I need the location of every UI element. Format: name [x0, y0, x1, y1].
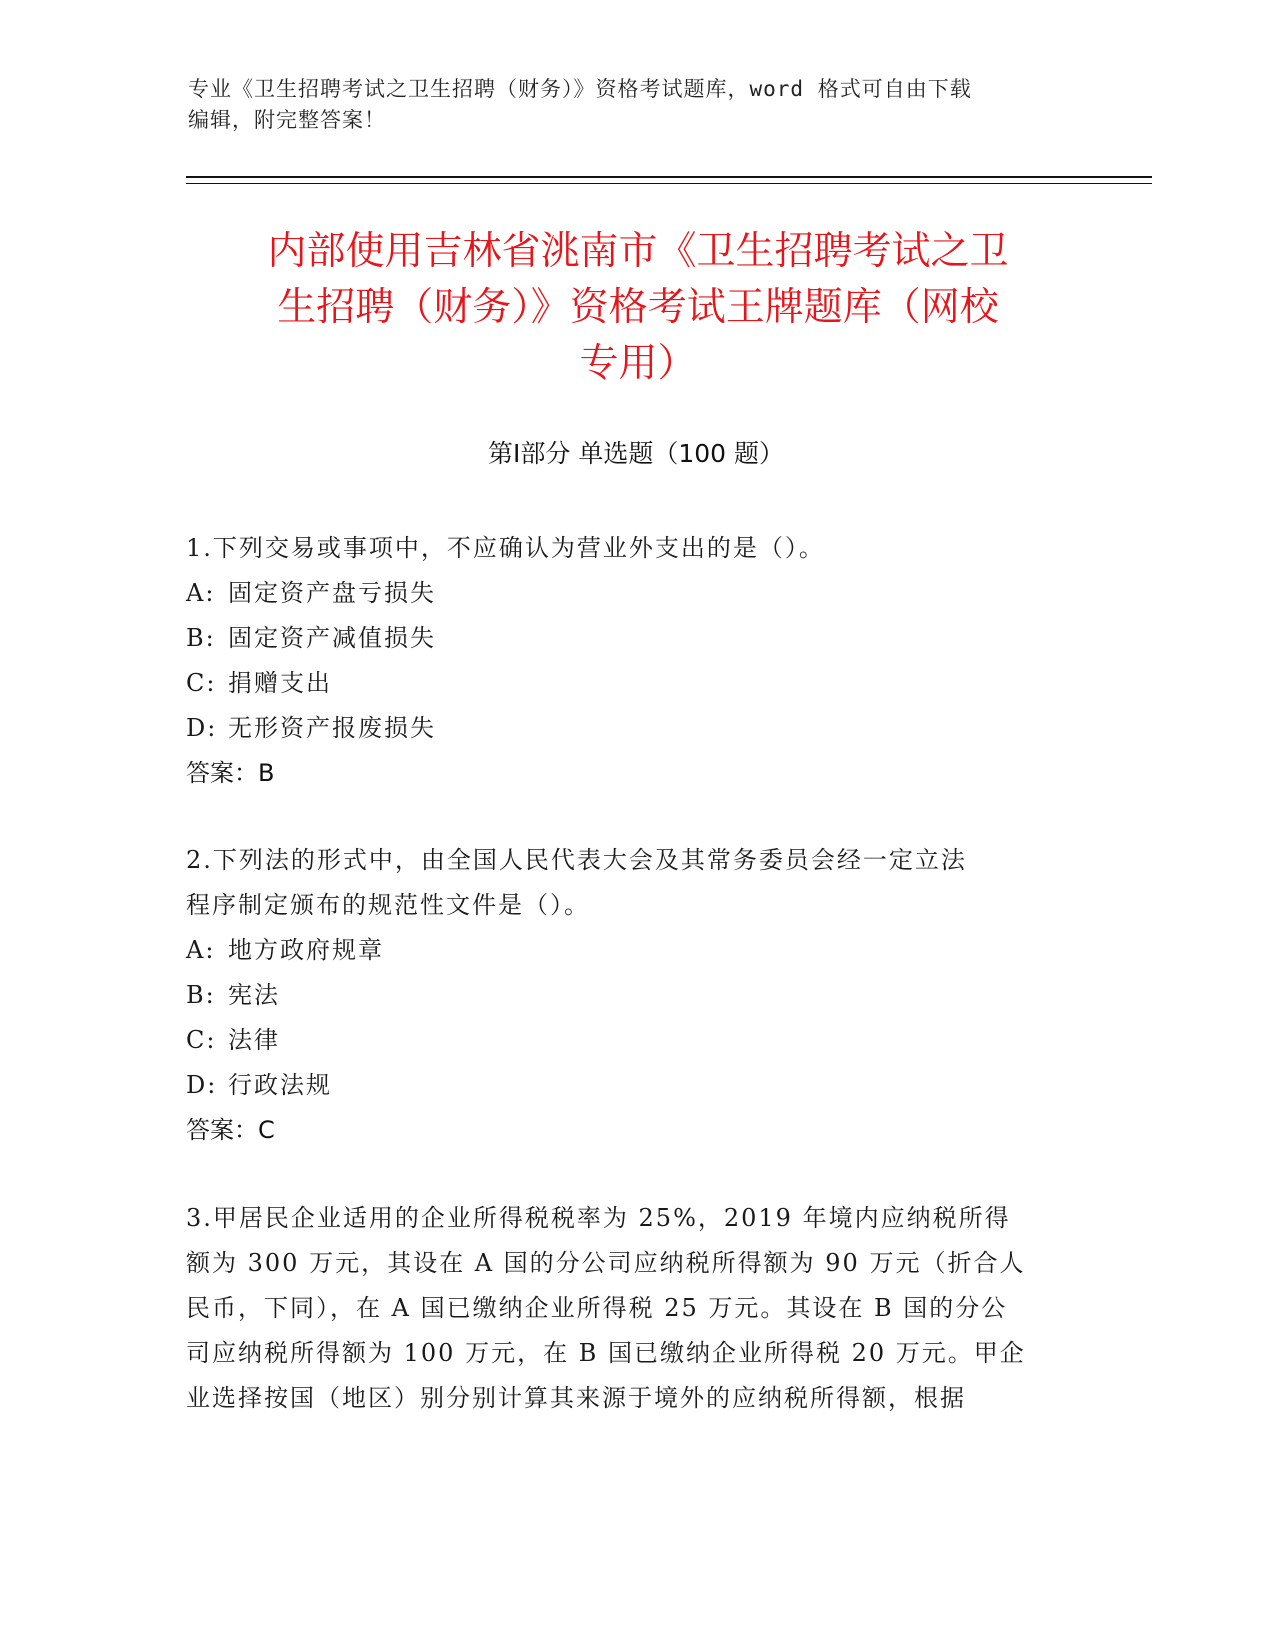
- header-rule-thick: [186, 176, 1152, 178]
- option-text: 法律: [228, 1026, 280, 1054]
- question-2-option-d: [186, 1063, 1076, 1108]
- question-2-option-c: [186, 1018, 1076, 1063]
- option-text: 宪法: [228, 981, 280, 1009]
- question-1-stem: 1.下列交易或事项中，不应确认为营业外支出的是（）。: [186, 534, 825, 562]
- option-text: 捐赠支出: [228, 669, 332, 697]
- header-rule-thin: [186, 183, 1152, 184]
- option-text: 地方政府规章: [228, 936, 384, 964]
- question-1-option-d: [186, 706, 1076, 751]
- option-text: 固定资产盘亏损失: [228, 579, 436, 607]
- question-2-answer: 答案：C: [186, 1116, 275, 1144]
- question-3: [186, 1196, 1076, 1421]
- question-3-stem-line-1: 3.甲居民企业适用的企业所得税税率为 25%，2019 年境内应纳税所得: [186, 1204, 1011, 1232]
- question-1-answer: 答案：B: [186, 759, 275, 787]
- document-title-line-3: 专用）: [579, 341, 697, 386]
- option-text: 行政法规: [228, 1071, 332, 1099]
- question-3-stem-line-5: 业选择按国（地区）别分别计算其来源于境外的应纳税所得额，根据: [186, 1384, 966, 1412]
- document-title-line-1: 内部使用吉林省洮南市《卫生招聘考试之卫: [267, 229, 1009, 274]
- document-title-line-2: 生招聘（财务）》资格考试王牌题库（网校: [277, 285, 999, 330]
- document-title: [190, 224, 1086, 392]
- header-note: [188, 74, 1068, 136]
- option-letter: B:: [186, 981, 216, 1009]
- question-2: [186, 838, 1076, 1153]
- question-2-stem-line-2: 程序制定颁布的规范性文件是（）。: [186, 891, 590, 919]
- question-2-stem-line-1: 2.下列法的形式中，由全国人民代表大会及其常务委员会经一定立法: [186, 846, 967, 874]
- option-letter: A:: [186, 579, 216, 607]
- header-note-line-2: 编辑，附完整答案！: [188, 108, 386, 132]
- question-1-option-b: [186, 616, 1076, 661]
- option-letter: D:: [186, 1071, 218, 1099]
- question-1: [186, 526, 1076, 796]
- header-note-line-1: 专业《卫生招聘考试之卫生招聘（财务）》资格考试题库，word 格式可自由下载: [188, 77, 972, 101]
- option-letter: C:: [186, 669, 217, 697]
- question-2-option-b: [186, 973, 1076, 1018]
- option-letter: D:: [186, 714, 218, 742]
- question-1-option-a: [186, 571, 1076, 616]
- option-text: 固定资产减值损失: [228, 624, 436, 652]
- option-letter: C:: [186, 1026, 217, 1054]
- question-1-option-c: [186, 661, 1076, 706]
- option-letter: A:: [186, 936, 216, 964]
- question-3-stem-line-3: 民币，下同），在 A 国已缴纳企业所得税 25 万元。其设在 B 国的分公: [186, 1294, 1008, 1322]
- question-3-stem-line-4: 司应纳税所得额为 100 万元，在 B 国已缴纳企业所得税 20 万元。甲企: [186, 1339, 1026, 1367]
- option-letter: B:: [186, 624, 216, 652]
- question-2-option-a: [186, 928, 1076, 973]
- question-3-stem-line-2: 额为 300 万元，其设在 A 国的分公司应纳税所得额为 90 万元（折合人: [186, 1249, 1026, 1277]
- section-heading: 第Ⅰ部分 单选题（100 题）: [488, 439, 784, 468]
- option-text: 无形资产报废损失: [228, 714, 436, 742]
